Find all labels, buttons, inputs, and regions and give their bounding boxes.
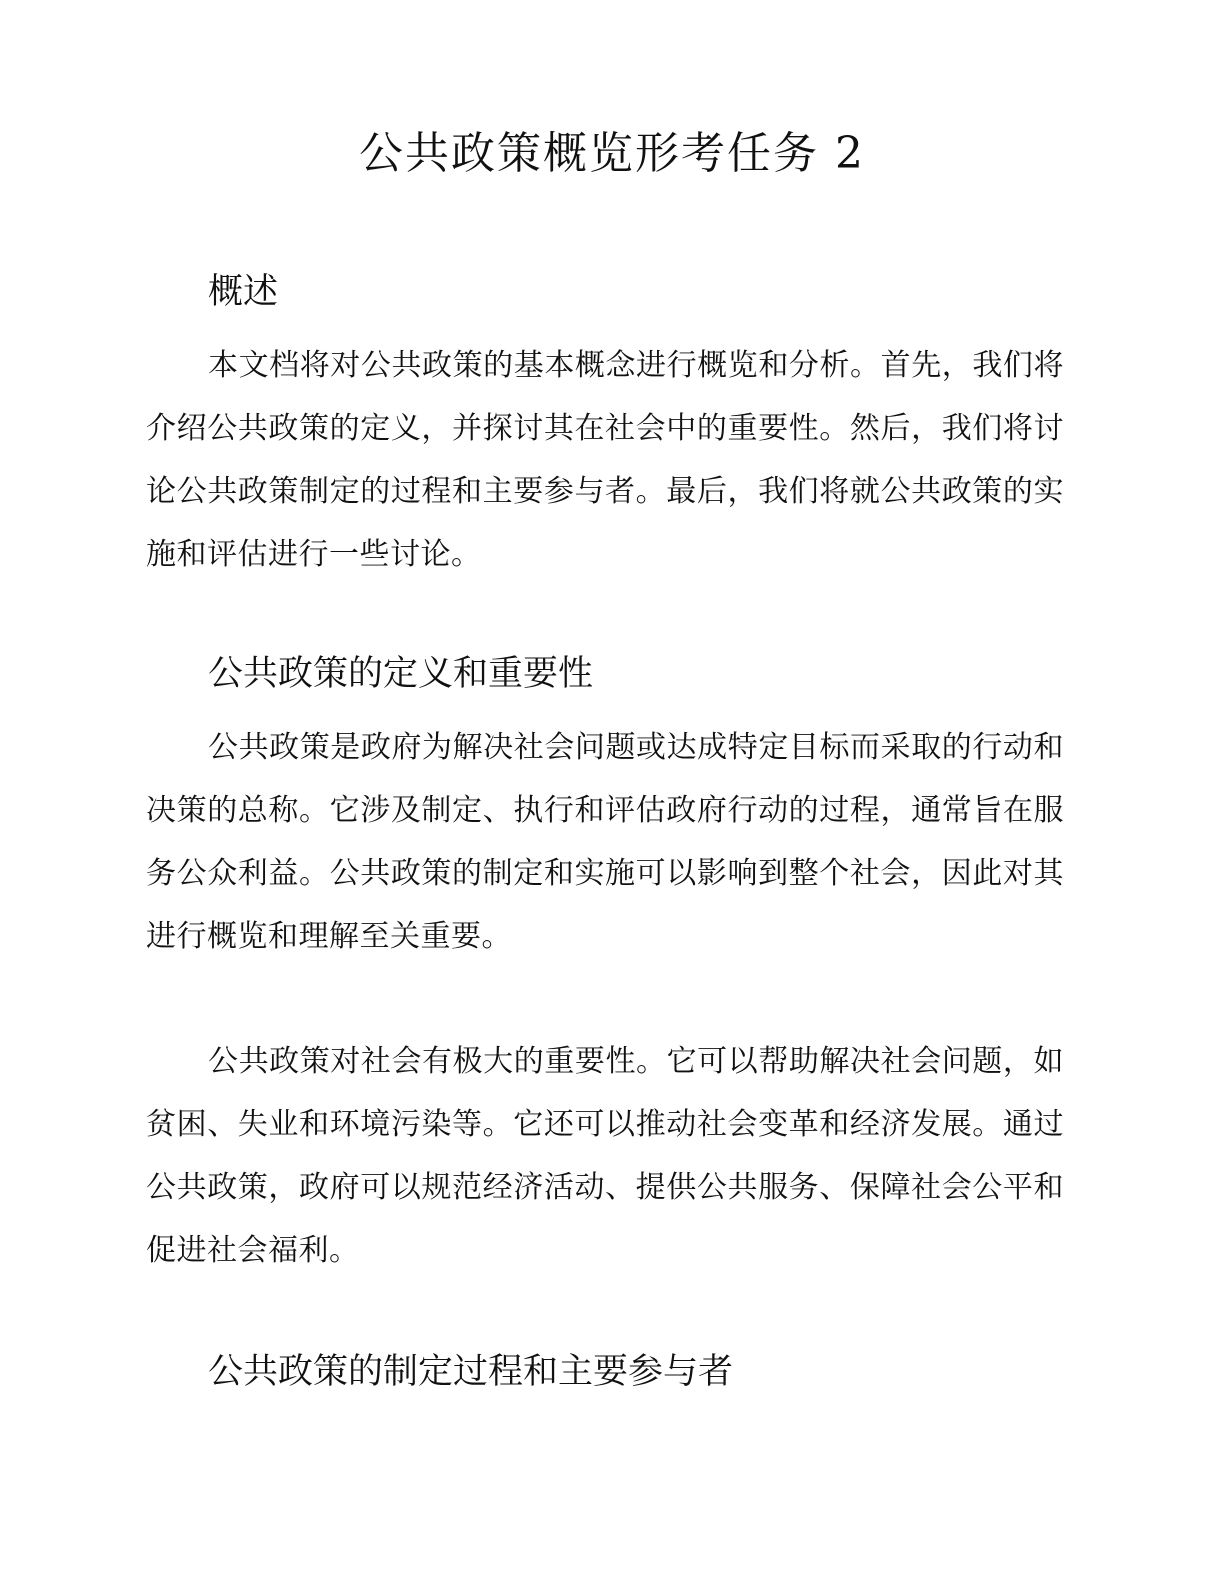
section-heading-definition: 公共政策的定义和重要性 xyxy=(208,654,594,694)
document-title: 公共政策概览形考任务 2 xyxy=(359,128,865,179)
definition-paragraph: 公共政策是政府为解决社会问题或达成特定目标而采取的行动和决策的总称。它涉及制定、执行和评估政府行动的过程，通常旨在服务公众利益。公共政策的制定和实施可以影响到整个社会，因此对其进行概览和理解至关重要。 xyxy=(146,730,1064,954)
section-heading-overview: 概述 xyxy=(208,272,279,312)
overview-paragraph: 本文档将对公共政策的基本概念进行概览和分析。首先，我们将介绍公共政策的定义，并探讨其在社会中的重要性。然后，我们将讨论公共政策制定的过程和主要参与者。最后，我们将就公共政策的实施和评估进行一些讨论。 xyxy=(146,348,1064,572)
section-heading-process: 公共政策的制定过程和主要参与者 xyxy=(208,1352,734,1392)
importance-paragraph: 公共政策对社会有极大的重要性。它可以帮助解决社会问题，如贫困、失业和环境污染等。它还可以推动社会变革和经济发展。通过公共政策，政府可以规范经济活动、提供公共服务、保障社会公平和促进社会福利。 xyxy=(146,1044,1064,1268)
